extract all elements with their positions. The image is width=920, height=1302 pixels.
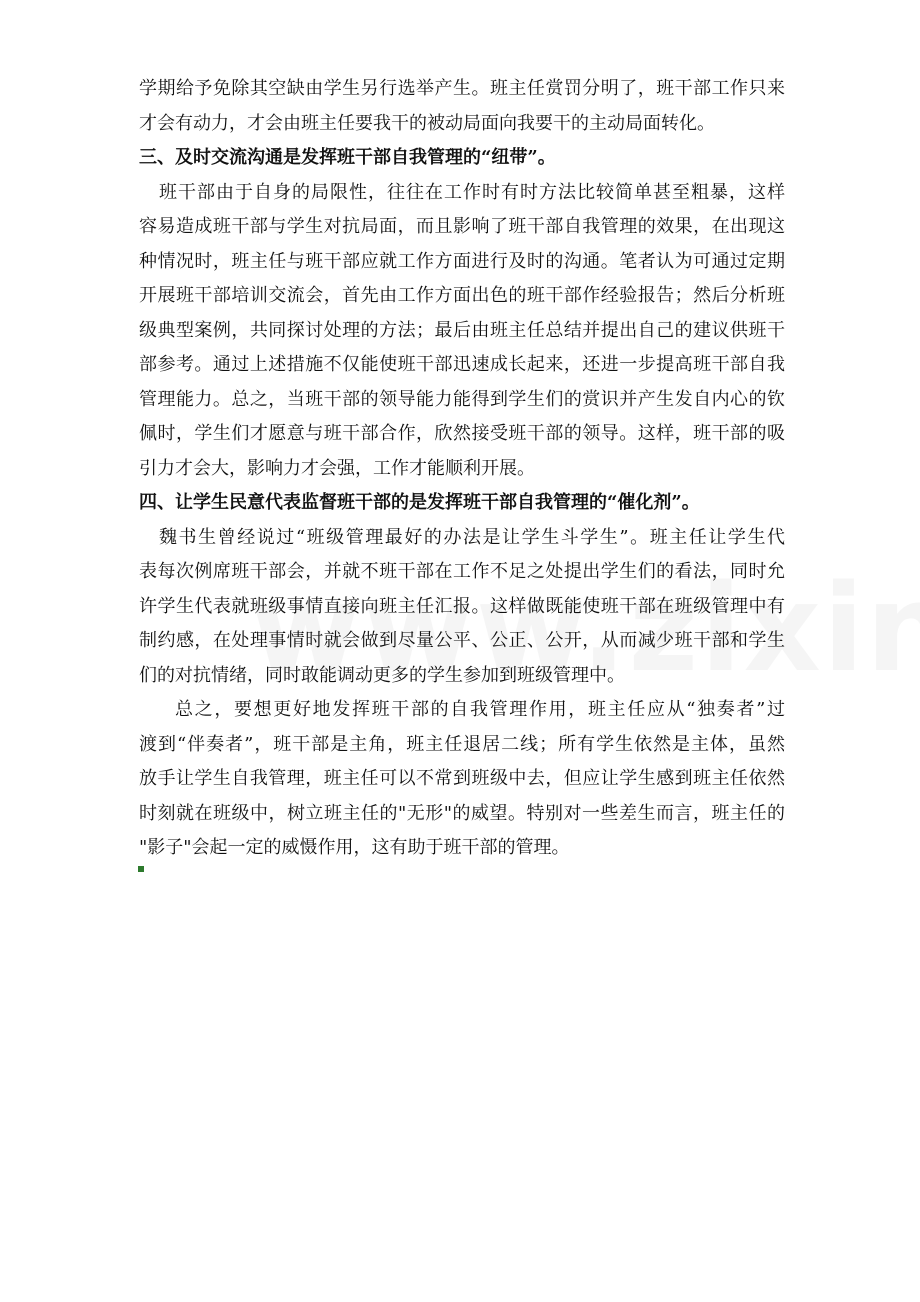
paragraph-line: 开展班干部培训交流会，首先由工作方面出色的班干部作经验报告；然后分析班 (139, 285, 785, 306)
paragraph-line: 总之，要想更好地发挥班干部的自我管理作用，班主任应从“独奏者”过 (175, 699, 785, 720)
document-body (139, 72, 785, 866)
paragraph-line: 佩时，学生们才愿意与班干部合作，欣然接受班干部的领导。这样，班干部的吸 (139, 423, 785, 444)
paragraph-line: 种情况时，班主任与班干部应就工作方面进行及时的沟通。笔者认为可通过定期 (139, 250, 785, 272)
section-heading: 四、让学生民意代表监督班干部的是发挥班干部自我管理的“催化剂”。 (139, 492, 700, 513)
paragraph-line: 许学生代表就班级事情直接向班主任汇报。这样做既能使班干部在班级管理中有 (139, 595, 785, 617)
paragraph-line: 才会有动力，才会由班主任要我干的被动局面向我要干的主动局面转化。 (139, 112, 715, 134)
paragraph-line: 部参考。通过上述措施不仅能使班干部迅速成长起来，还进一步提高班干部自我 (139, 354, 785, 375)
paragraph-line: 学期给予免除其空缺由学生另行选举产生。班主任赏罚分明了，班干部工作只来 (139, 78, 785, 99)
paragraph-line: 级典型案例，共同探讨处理的方法；最后由班主任总结并提出自己的建议供班干 (139, 319, 785, 341)
paragraph-line: 们的对抗情绪，同时敢能调动更多的学生参加到班级管理中。 (139, 664, 625, 686)
paragraph-line: 容易造成班干部与学生对抗局面，而且影响了班干部自我管理的效果，在出现这 (139, 216, 785, 237)
paragraph-line: 引力才会大，影响力才会强，工作才能顺利开展。 (139, 457, 535, 479)
paragraph-line: 渡到“伴奏者”，班干部是主角，班主任退居二线；所有学生依然是主体，虽然 (139, 733, 785, 755)
paragraph-line: "影子"会起一定的威慑作用，这有助于班干部的管理。 (139, 837, 570, 858)
paragraph-line: 班干部由于自身的局限性，往往在工作时有时方法比较简单甚至粗暴，这样 (159, 181, 785, 203)
paragraph-line: 管理能力。总之，当班干部的领导能力能得到学生们的赏识并产生发自内心的钦 (139, 388, 785, 410)
paragraph-line: 制约感，在处理事情时就会做到尽量公平、公正、公开，从而减少班干部和学生 (139, 630, 785, 651)
paragraph-line: 放手让学生自我管理，班主任可以不常到班级中去，但应让学生感到班主任依然 (139, 768, 785, 789)
bullet-marker-icon (138, 866, 144, 872)
section-heading: 三、及时交流沟通是发挥班干部自我管理的“纽带”。 (139, 147, 556, 168)
paragraph-line: 表每次例席班干部会，并就不班干部在工作不足之处提出学生们的看法，同时允 (139, 561, 785, 582)
paragraph-line: 时刻就在班级中，树立班主任的"无形"的威望。特别对一些差生而言，班主任的 (139, 802, 785, 824)
paragraph-line: 魏书生曾经说过“班级管理最好的办法是让学生斗学生”。班主任让学生代 (159, 526, 785, 548)
